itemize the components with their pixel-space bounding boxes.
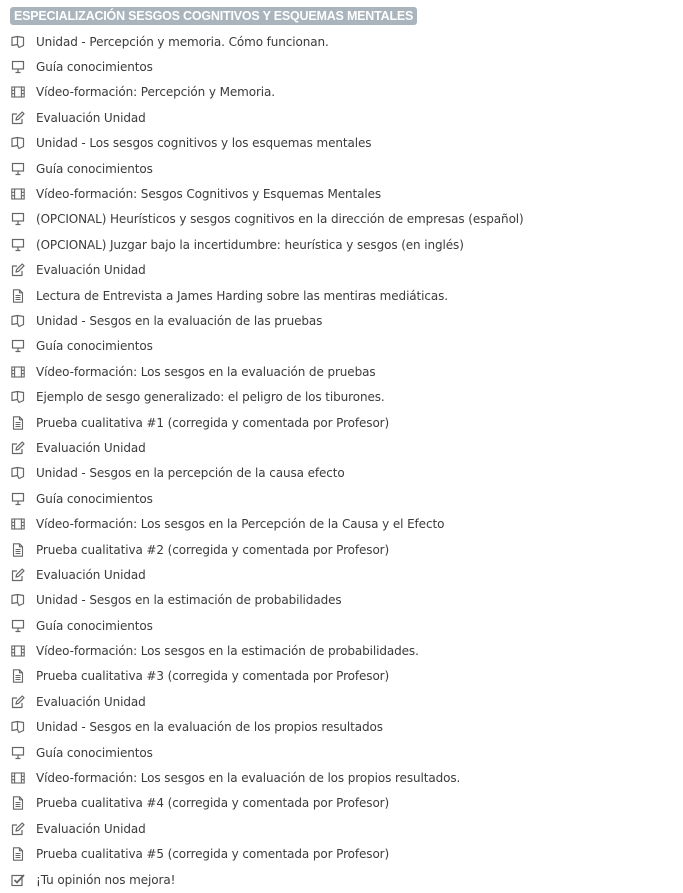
lesson-label[interactable]: Guía conocimientos xyxy=(36,161,153,176)
lesson-item[interactable] xyxy=(10,232,683,257)
lesson-label[interactable]: (OPCIONAL) Heurísticos y sesgos cognitivos en la dirección de empresas (español) xyxy=(36,212,524,227)
lesson-item[interactable] xyxy=(10,156,683,181)
lesson-label[interactable]: Ejemplo de sesgo generalizado: el peligro de los tiburones. xyxy=(36,390,385,405)
lesson-label[interactable]: Prueba cualitativa #5 (corregida y comentada por Profesor) xyxy=(36,847,390,862)
lesson-label[interactable]: Unidad - Sesgos en la estimación de probabilidades xyxy=(36,593,342,608)
lesson-item[interactable] xyxy=(10,334,683,359)
unit-icon xyxy=(11,593,25,607)
edit-icon xyxy=(11,441,25,455)
lesson-item[interactable] xyxy=(10,283,683,308)
lesson-label[interactable]: Prueba cualitativa #2 (corregida y comentada por Profesor) xyxy=(36,542,390,557)
unit-icon xyxy=(11,314,25,328)
lesson-item[interactable] xyxy=(10,54,683,79)
lesson-item[interactable] xyxy=(10,638,683,663)
edit-icon xyxy=(11,111,25,125)
lesson-item[interactable] xyxy=(10,435,683,460)
lesson-item[interactable] xyxy=(10,207,683,232)
lesson-label[interactable]: Evaluación Unidad xyxy=(36,567,146,582)
lesson-label[interactable]: Unidad - Sesgos en la percepción de la causa efecto xyxy=(36,466,345,481)
presentation-icon xyxy=(11,746,25,760)
lesson-item[interactable] xyxy=(10,258,683,283)
lesson-label[interactable]: Lectura de Entrevista a James Harding sobre las mentiras mediáticas. xyxy=(36,288,449,303)
unit-icon xyxy=(11,136,25,150)
lesson-item[interactable] xyxy=(10,105,683,130)
lesson-item[interactable] xyxy=(10,740,683,765)
presentation-icon xyxy=(11,162,25,176)
lesson-item[interactable] xyxy=(10,181,683,206)
document-icon xyxy=(11,289,25,303)
lesson-item[interactable] xyxy=(10,689,683,714)
lesson-item[interactable] xyxy=(10,816,683,841)
lesson-item[interactable] xyxy=(10,410,683,435)
lesson-item[interactable] xyxy=(10,359,683,384)
lesson-item[interactable] xyxy=(10,765,683,790)
lesson-item[interactable] xyxy=(10,715,683,740)
lesson-item[interactable] xyxy=(10,842,683,867)
unit-icon xyxy=(11,466,25,480)
unit-icon xyxy=(11,35,25,49)
unit-icon xyxy=(11,720,25,734)
lesson-item[interactable] xyxy=(10,664,683,689)
lesson-label[interactable]: (OPCIONAL) Juzgar bajo la incertidumbre: heurística y sesgos (en inglés) xyxy=(36,237,464,252)
lesson-item[interactable] xyxy=(10,131,683,156)
lesson-item[interactable] xyxy=(10,384,683,409)
lesson-label[interactable]: Guía conocimientos xyxy=(36,339,153,354)
lesson-label[interactable]: Vídeo-formación: Los sesgos en la estimación de probabilidades. xyxy=(36,644,419,659)
film-icon xyxy=(11,771,25,785)
lesson-item[interactable] xyxy=(10,791,683,816)
lesson-label[interactable]: Guía conocimientos xyxy=(36,745,153,760)
film-icon xyxy=(11,517,25,531)
presentation-icon xyxy=(11,238,25,252)
presentation-icon xyxy=(11,619,25,633)
lesson-item[interactable] xyxy=(10,537,683,562)
section-title: ESPECIALIZACIÓN SESGOS COGNITIVOS Y ESQUEMAS MENTALES xyxy=(10,7,417,25)
lesson-label[interactable]: Prueba cualitativa #1 (corregida y comentada por Profesor) xyxy=(36,415,390,430)
lesson-label[interactable]: Vídeo-formación: Los sesgos en la evaluación de los propios resultados. xyxy=(36,771,461,786)
lesson-label[interactable]: Vídeo-formación: Percepción y Memoria. xyxy=(36,85,275,100)
lesson-label[interactable]: Vídeo-formación: Sesgos Cognitivos y Esquemas Mentales xyxy=(36,187,382,202)
presentation-icon xyxy=(11,212,25,226)
document-icon xyxy=(11,543,25,557)
lesson-label[interactable]: ¡Tu opinión nos mejora! xyxy=(36,872,176,887)
lesson-label[interactable]: Guía conocimientos xyxy=(36,60,153,75)
lesson-item[interactable] xyxy=(10,486,683,511)
lesson-item[interactable] xyxy=(10,613,683,638)
lesson-label[interactable]: Unidad - Sesgos en la evaluación de las pruebas xyxy=(36,313,323,328)
lesson-item[interactable] xyxy=(10,308,683,333)
lesson-label[interactable]: Prueba cualitativa #4 (corregida y comentada por Profesor) xyxy=(36,796,390,811)
lesson-label[interactable]: Evaluación Unidad xyxy=(36,110,146,125)
unit-icon xyxy=(11,390,25,404)
film-icon xyxy=(11,85,25,99)
presentation-icon xyxy=(11,60,25,74)
edit-icon xyxy=(11,568,25,582)
lesson-label[interactable]: Vídeo-formación: Los sesgos en la evaluación de pruebas xyxy=(36,364,376,379)
lesson-label[interactable]: Guía conocimientos xyxy=(36,491,153,506)
edit-icon xyxy=(11,822,25,836)
lesson-label[interactable]: Evaluación Unidad xyxy=(36,694,146,709)
lesson-item[interactable] xyxy=(10,588,683,613)
document-icon xyxy=(11,847,25,861)
document-icon xyxy=(11,669,25,683)
edit-icon xyxy=(11,695,25,709)
lesson-label[interactable]: Unidad - Percepción y memoria. Cómo funcionan. xyxy=(36,34,329,49)
document-icon xyxy=(11,796,25,810)
film-icon xyxy=(11,365,25,379)
lesson-label[interactable]: Evaluación Unidad xyxy=(36,821,146,836)
document-icon xyxy=(11,416,25,430)
presentation-icon xyxy=(11,492,25,506)
checkbox-icon xyxy=(11,873,25,887)
lesson-label[interactable]: Evaluación Unidad xyxy=(36,440,146,455)
lesson-item[interactable] xyxy=(10,867,683,892)
lesson-label[interactable]: Unidad - Los sesgos cognitivos y los esquemas mentales xyxy=(36,136,372,151)
lesson-label[interactable]: Prueba cualitativa #3 (corregida y comentada por Profesor) xyxy=(36,669,390,684)
edit-icon xyxy=(11,263,25,277)
lesson-item[interactable] xyxy=(10,511,683,536)
lesson-label[interactable]: Evaluación Unidad xyxy=(36,263,146,278)
lesson-label[interactable]: Vídeo-formación: Los sesgos en la Percepción de la Causa y el Efecto xyxy=(36,517,445,532)
lesson-item[interactable] xyxy=(10,461,683,486)
film-icon xyxy=(11,644,25,658)
lesson-label[interactable]: Guía conocimientos xyxy=(36,618,153,633)
lesson-item[interactable] xyxy=(10,29,683,54)
film-icon xyxy=(11,187,25,201)
lesson-list xyxy=(10,29,683,892)
lesson-label[interactable]: Unidad - Sesgos en la evaluación de los propios resultados xyxy=(36,720,383,735)
lesson-item[interactable] xyxy=(10,562,683,587)
lesson-item[interactable] xyxy=(10,80,683,105)
presentation-icon xyxy=(11,339,25,353)
